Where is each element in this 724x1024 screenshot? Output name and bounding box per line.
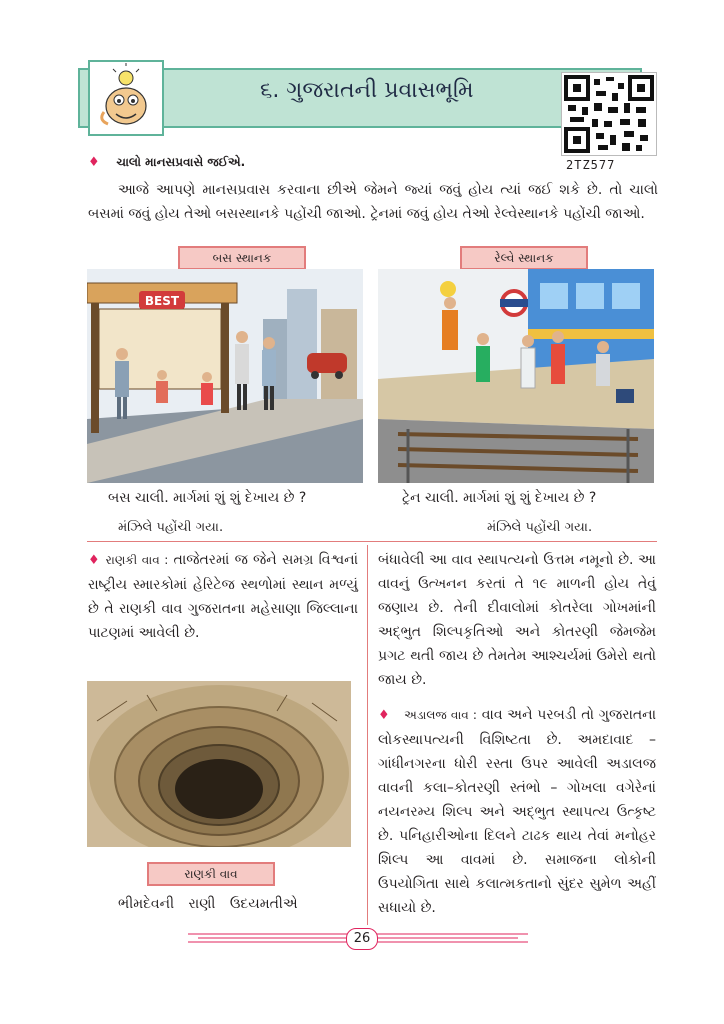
rail-reached-text: મંઝિલે પહોંચી ગયા. (487, 520, 593, 535)
mascot-icon (88, 60, 164, 136)
railway-station-label: રેલ્વે સ્થાનક (460, 246, 588, 270)
bus-station-label: બસ સ્થાનક (178, 246, 306, 270)
chapter-title: ૬. ગુજરાતની પ્રવાસભૂમિ (260, 78, 474, 103)
rani-vav-heading: રાણકી વાવ : (105, 553, 169, 567)
bus-station-illustration (87, 269, 363, 483)
rani-vav-text: તાજેતરમાં જ જેને સમગ્ર વિશ્વનાં રાષ્ટ્રીય સ્મારકોમાં હેરિટેજ સ્થળોમાં સ્થાન મળ્યું છે તે રાણકી વાવ ગુજરાતના મહેસાણા જિલ્લાના પાટણમાં આવેલી છે. (88, 552, 359, 641)
rani-vav-image-label: રાણકી વાવ (147, 862, 275, 886)
railway-station-illustration (378, 269, 654, 483)
adalaj-heading: અડાલજ વાવ : (404, 708, 477, 722)
rani-vav-paragraph (88, 548, 358, 645)
rani-vav-image (87, 681, 351, 847)
diamond-bullet-icon: ♦ (88, 553, 101, 568)
intro-bullet (88, 155, 245, 170)
section-divider (87, 541, 657, 542)
page-number: 26 (346, 928, 378, 950)
bus-caption: બસ ચાલી. માર્ગમાં શું શું દેખાય છે ? (108, 490, 307, 506)
qr-code-icon[interactable] (561, 72, 657, 156)
bus-reached-text: મંઝિલે પહોંચી ગયા. (118, 520, 224, 535)
intro-paragraph: આજે આપણે માનસપ્રવાસ કરવાના છીએ જેમને જ્યાં જવું હોય ત્યાં જઈ શકે છે. તો ચાલો બસમાં જવું હોય તેઓ બસસ્થાનકે પહોંચી જાઓ. ટ્રેનમાં જવું હોય તેઓ રેલ્વેસ્થાનકે પહોંચી જાઓ. (88, 182, 658, 222)
bus-sign-text: BEST (144, 294, 180, 308)
qr-code-text: 2TZ577 (566, 158, 616, 172)
adalaj-paragraph (378, 703, 656, 920)
intro-heading: ચાલો માનસપ્રવાસે જઈએ. (116, 155, 246, 169)
rail-caption: ટ્રેન ચાલી. માર્ગમાં શું શું દેખાય છે ? (402, 490, 597, 506)
diamond-bullet-icon: ♦ (88, 155, 100, 170)
rani-vav-continued-left: ભીમદેવની રાણી ઉદયમતીએ (118, 896, 298, 912)
adalaj-text: વાવ અને પરબડી તો ગુજરાતના લોકસ્થાપત્યની વિશિષ્ટતા છે. અમદાવાદ – ગાંધીનગરના ધોરી રસ્તા ઉપર આવેલી અડાલજ વાવની કલા–કોતરણી સ્તંભો – ગોખલા વગેરેનાં નયનરમ્ય શિલ્પ અને અદ્ભુત સ્થાપત્ય ઉત્કૃષ્ટ છે. પનિહારીઓના દિલને ટાઢક થાય તેવાં મનોહર શિલ્પ આ વાવમાં છે. સમાજના લોકોની ઉપયોગિતા સાથે કલાત્મકતાનો સુંદર સુમેળ અહીં સધાયો છે. (378, 707, 657, 916)
diamond-bullet-icon: ♦ (378, 708, 390, 723)
column-divider (367, 545, 368, 925)
rani-vav-continued-right: બંધાવેલી આ વાવ સ્થાપત્યનો ઉત્તમ નમૂનો છે. આ વાવનું ઉત્ખનન કરતાં તે ૧૯ માળની હોય તેવું જણાય છે. તેની દીવાલોમાં કોતરેલા ગોખમાંની અદ્ભુત શિલ્પકૃતિઓ અને કોતરણી જેમજેમ પ્રગટ થતી જાય છે તેમતેમ આશ્ચર્યમાં ઉમેરો થતો જાય છે. (378, 552, 656, 688)
